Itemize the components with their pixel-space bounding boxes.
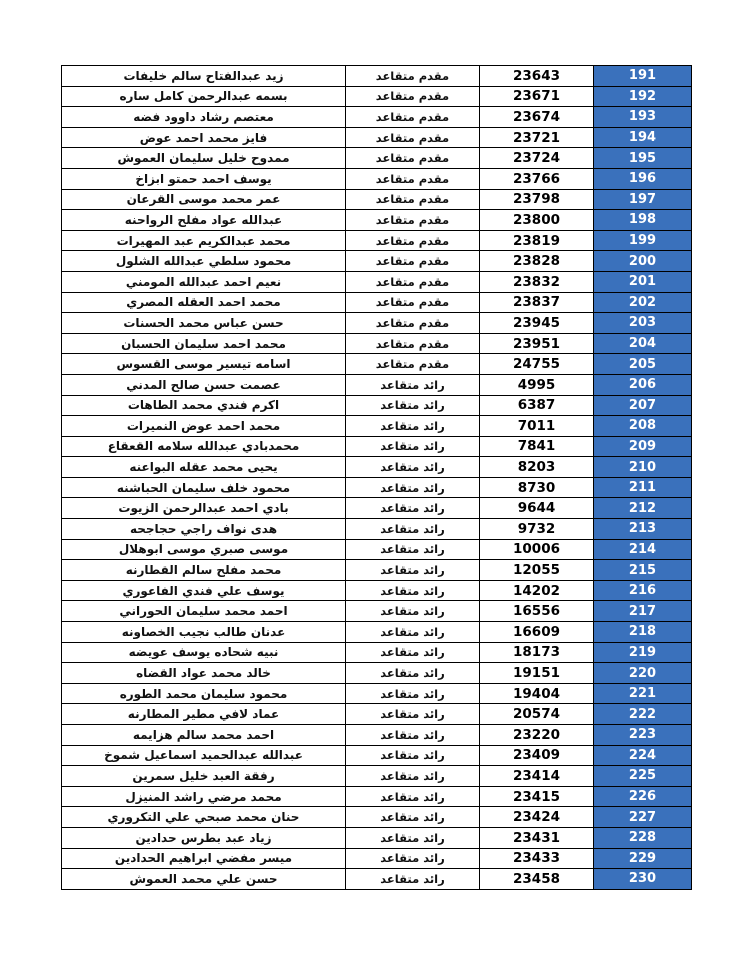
name-cell: احمد محمد سالم هزايمه <box>62 725 346 746</box>
table-row <box>62 457 692 478</box>
name-cell: محمد عبدالكريم عبد المهيرات <box>62 230 346 251</box>
rank-cell: رائد متقاعد <box>346 683 480 704</box>
name-cell: عماد لافي مطير المطارنه <box>62 704 346 725</box>
sequence-number-cell: 195 <box>594 148 692 169</box>
id-number-cell: 23837 <box>480 292 594 313</box>
id-number-cell: 7841 <box>480 436 594 457</box>
id-number-cell: 8730 <box>480 477 594 498</box>
sequence-number-cell: 213 <box>594 519 692 540</box>
sequence-number-cell: 208 <box>594 416 692 437</box>
id-number-cell: 23832 <box>480 271 594 292</box>
rank-cell: مقدم متقاعد <box>346 313 480 334</box>
name-cell: محمود سليمان محمد الطوره <box>62 683 346 704</box>
name-cell: فايز محمد احمد عوض <box>62 127 346 148</box>
table-row <box>62 271 692 292</box>
id-number-cell: 23433 <box>480 848 594 869</box>
name-cell: حنان محمد صبحي علي التكروري <box>62 807 346 828</box>
sequence-number-cell: 214 <box>594 539 692 560</box>
table-row <box>62 498 692 519</box>
sequence-number-cell: 212 <box>594 498 692 519</box>
table-row <box>62 683 692 704</box>
table-row <box>62 354 692 375</box>
name-cell: معتصم رشاد داوود فضه <box>62 107 346 128</box>
sequence-number-cell: 225 <box>594 766 692 787</box>
name-cell: حسن علي محمد العموش <box>62 869 346 890</box>
name-cell: محمود خلف سليمان الحباشنه <box>62 477 346 498</box>
id-number-cell: 10006 <box>480 539 594 560</box>
rank-cell: رائد متقاعد <box>346 766 480 787</box>
sequence-number-cell: 198 <box>594 210 692 231</box>
sequence-number-cell: 230 <box>594 869 692 890</box>
table-row <box>62 436 692 457</box>
table-row <box>62 210 692 231</box>
rank-cell: رائد متقاعد <box>346 786 480 807</box>
rank-cell: رائد متقاعد <box>346 416 480 437</box>
sequence-number-cell: 192 <box>594 86 692 107</box>
rank-cell: مقدم متقاعد <box>346 168 480 189</box>
rank-cell: مقدم متقاعد <box>346 148 480 169</box>
id-number-cell: 23643 <box>480 66 594 87</box>
name-cell: محمد مرضي راشد المنيزل <box>62 786 346 807</box>
sequence-number-cell: 220 <box>594 663 692 684</box>
table-row <box>62 168 692 189</box>
sequence-number-cell: 207 <box>594 395 692 416</box>
name-cell: ممدوح خليل سليمان العموش <box>62 148 346 169</box>
sequence-number-cell: 199 <box>594 230 692 251</box>
rank-cell: رائد متقاعد <box>346 704 480 725</box>
table-row <box>62 622 692 643</box>
id-number-cell: 23800 <box>480 210 594 231</box>
id-number-cell: 23414 <box>480 766 594 787</box>
name-cell: محمود سلطي عبدالله الشلول <box>62 251 346 272</box>
table-row <box>62 127 692 148</box>
rank-cell: مقدم متقاعد <box>346 107 480 128</box>
sequence-number-cell: 205 <box>594 354 692 375</box>
name-cell: يوسف علي فندي الفاعوري <box>62 580 346 601</box>
name-cell: احمد محمد سليمان الحوراني <box>62 601 346 622</box>
rank-cell: رائد متقاعد <box>346 457 480 478</box>
table-row <box>62 313 692 334</box>
id-number-cell: 23409 <box>480 745 594 766</box>
rank-cell: مقدم متقاعد <box>346 210 480 231</box>
name-cell: يوسف احمد حمتو ابزاخ <box>62 168 346 189</box>
table-row <box>62 292 692 313</box>
table-row <box>62 786 692 807</box>
table-row <box>62 745 692 766</box>
rank-cell: مقدم متقاعد <box>346 354 480 375</box>
sequence-number-cell: 203 <box>594 313 692 334</box>
rank-cell: مقدم متقاعد <box>346 251 480 272</box>
name-cell: زيد عبدالفتاح سالم خليفات <box>62 66 346 87</box>
rank-cell: رائد متقاعد <box>346 539 480 560</box>
id-number-cell: 4995 <box>480 374 594 395</box>
table-row <box>62 189 692 210</box>
name-cell: عدنان طالب نجيب الخصاونه <box>62 622 346 643</box>
rank-cell: رائد متقاعد <box>346 807 480 828</box>
table-row <box>62 580 692 601</box>
rank-cell: رائد متقاعد <box>346 848 480 869</box>
name-cell: عمر محمد موسى القرعان <box>62 189 346 210</box>
id-number-cell: 23798 <box>480 189 594 210</box>
sequence-number-cell: 226 <box>594 786 692 807</box>
rank-cell: رائد متقاعد <box>346 395 480 416</box>
name-cell: هدى نواف راجي حجاجحه <box>62 519 346 540</box>
id-number-cell: 12055 <box>480 560 594 581</box>
rank-cell: رائد متقاعد <box>346 869 480 890</box>
table-row <box>62 539 692 560</box>
id-number-cell: 23828 <box>480 251 594 272</box>
id-number-cell: 8203 <box>480 457 594 478</box>
table-row <box>62 601 692 622</box>
name-cell: يحيى محمد عقله البواعنه <box>62 457 346 478</box>
rank-cell: رائد متقاعد <box>346 622 480 643</box>
rank-cell: رائد متقاعد <box>346 498 480 519</box>
id-number-cell: 9732 <box>480 519 594 540</box>
id-number-cell: 23458 <box>480 869 594 890</box>
table-row <box>62 251 692 272</box>
id-number-cell: 23951 <box>480 333 594 354</box>
table-row <box>62 663 692 684</box>
id-number-cell: 23671 <box>480 86 594 107</box>
sequence-number-cell: 216 <box>594 580 692 601</box>
name-cell: محمد احمد سليمان الحسبان <box>62 333 346 354</box>
sequence-number-cell: 201 <box>594 271 692 292</box>
rank-cell: مقدم متقاعد <box>346 127 480 148</box>
id-number-cell: 16556 <box>480 601 594 622</box>
id-number-cell: 24755 <box>480 354 594 375</box>
table-row <box>62 148 692 169</box>
table-row <box>62 416 692 437</box>
table-row <box>62 766 692 787</box>
sequence-number-cell: 224 <box>594 745 692 766</box>
table-row <box>62 333 692 354</box>
id-number-cell: 20574 <box>480 704 594 725</box>
sequence-number-cell: 202 <box>594 292 692 313</box>
sequence-number-cell: 218 <box>594 622 692 643</box>
rank-cell: مقدم متقاعد <box>346 333 480 354</box>
rank-cell: رائد متقاعد <box>346 642 480 663</box>
rank-cell: رائد متقاعد <box>346 519 480 540</box>
name-cell: بسمه عبدالرحمن كامل ساره <box>62 86 346 107</box>
table-row <box>62 477 692 498</box>
name-cell: نعيم احمد عبدالله المومني <box>62 271 346 292</box>
table-row <box>62 560 692 581</box>
rank-cell: مقدم متقاعد <box>346 189 480 210</box>
name-cell: زياد عبد بطرس حدادين <box>62 827 346 848</box>
table-row <box>62 374 692 395</box>
sequence-number-cell: 229 <box>594 848 692 869</box>
id-number-cell: 23415 <box>480 786 594 807</box>
sequence-number-cell: 222 <box>594 704 692 725</box>
id-number-cell: 23721 <box>480 127 594 148</box>
sequence-number-cell: 228 <box>594 827 692 848</box>
id-number-cell: 18173 <box>480 642 594 663</box>
id-number-cell: 19151 <box>480 663 594 684</box>
rank-cell: مقدم متقاعد <box>346 271 480 292</box>
table-row <box>62 725 692 746</box>
rank-cell: رائد متقاعد <box>346 580 480 601</box>
table-row <box>62 107 692 128</box>
id-number-cell: 23945 <box>480 313 594 334</box>
rank-cell: رائد متقاعد <box>346 436 480 457</box>
id-number-cell: 23424 <box>480 807 594 828</box>
table-row <box>62 642 692 663</box>
sequence-number-cell: 206 <box>594 374 692 395</box>
rank-cell: رائد متقاعد <box>346 560 480 581</box>
name-cell: محمد احمد العقله المصري <box>62 292 346 313</box>
table-row <box>62 807 692 828</box>
id-number-cell: 7011 <box>480 416 594 437</box>
name-cell: بادي احمد عبدالرحمن الزيوت <box>62 498 346 519</box>
sequence-number-cell: 221 <box>594 683 692 704</box>
id-number-cell: 23766 <box>480 168 594 189</box>
sequence-number-cell: 200 <box>594 251 692 272</box>
rank-cell: رائد متقاعد <box>346 477 480 498</box>
table-row <box>62 395 692 416</box>
name-cell: ميسر مفضي ابراهيم الحدادين <box>62 848 346 869</box>
id-number-cell: 23819 <box>480 230 594 251</box>
name-cell: حسن عباس محمد الحسنات <box>62 313 346 334</box>
name-cell: عصمت حسن صالح المدني <box>62 374 346 395</box>
id-number-cell: 6387 <box>480 395 594 416</box>
name-cell: خالد محمد عواد القضاه <box>62 663 346 684</box>
sequence-number-cell: 223 <box>594 725 692 746</box>
rank-cell: رائد متقاعد <box>346 663 480 684</box>
sequence-number-cell: 191 <box>594 66 692 87</box>
sequence-number-cell: 219 <box>594 642 692 663</box>
table-row <box>62 869 692 890</box>
sequence-number-cell: 227 <box>594 807 692 828</box>
sequence-number-cell: 217 <box>594 601 692 622</box>
table-row <box>62 86 692 107</box>
table-row <box>62 848 692 869</box>
table-row <box>62 519 692 540</box>
id-number-cell: 23674 <box>480 107 594 128</box>
table-row <box>62 66 692 87</box>
rank-cell: مقدم متقاعد <box>346 292 480 313</box>
name-cell: محمدبادي عبدالله سلامه القعقاع <box>62 436 346 457</box>
name-cell: نبيه شحاده يوسف عويضه <box>62 642 346 663</box>
name-cell: عبدالله عواد مفلح الرواحنه <box>62 210 346 231</box>
rank-cell: رائد متقاعد <box>346 725 480 746</box>
sequence-number-cell: 215 <box>594 560 692 581</box>
name-cell: موسى صبري موسى ابوهلال <box>62 539 346 560</box>
rank-cell: رائد متقاعد <box>346 745 480 766</box>
sequence-number-cell: 196 <box>594 168 692 189</box>
id-number-cell: 23220 <box>480 725 594 746</box>
id-number-cell: 16609 <box>480 622 594 643</box>
id-number-cell: 23724 <box>480 148 594 169</box>
id-number-cell: 9644 <box>480 498 594 519</box>
rank-cell: مقدم متقاعد <box>346 86 480 107</box>
rank-cell: رائد متقاعد <box>346 601 480 622</box>
rank-cell: مقدم متقاعد <box>346 230 480 251</box>
roster-table <box>61 65 692 890</box>
table-row <box>62 827 692 848</box>
name-cell: محمد مفلح سالم القطارنه <box>62 560 346 581</box>
name-cell: عبدالله عبدالحميد اسماعيل شموخ <box>62 745 346 766</box>
name-cell: محمد احمد عوض النميرات <box>62 416 346 437</box>
name-cell: اكرم فندي محمد الطاهات <box>62 395 346 416</box>
table-row <box>62 230 692 251</box>
sequence-number-cell: 194 <box>594 127 692 148</box>
sequence-number-cell: 209 <box>594 436 692 457</box>
sequence-number-cell: 193 <box>594 107 692 128</box>
sequence-number-cell: 210 <box>594 457 692 478</box>
roster-table-body <box>62 66 692 890</box>
sequence-number-cell: 204 <box>594 333 692 354</box>
name-cell: اسامه تيسير موسى القسوس <box>62 354 346 375</box>
table-row <box>62 704 692 725</box>
id-number-cell: 23431 <box>480 827 594 848</box>
sequence-number-cell: 211 <box>594 477 692 498</box>
id-number-cell: 19404 <box>480 683 594 704</box>
name-cell: رفقة العبد خليل سمرين <box>62 766 346 787</box>
rank-cell: رائد متقاعد <box>346 827 480 848</box>
rank-cell: رائد متقاعد <box>346 374 480 395</box>
sequence-number-cell: 197 <box>594 189 692 210</box>
id-number-cell: 14202 <box>480 580 594 601</box>
rank-cell: مقدم متقاعد <box>346 66 480 87</box>
